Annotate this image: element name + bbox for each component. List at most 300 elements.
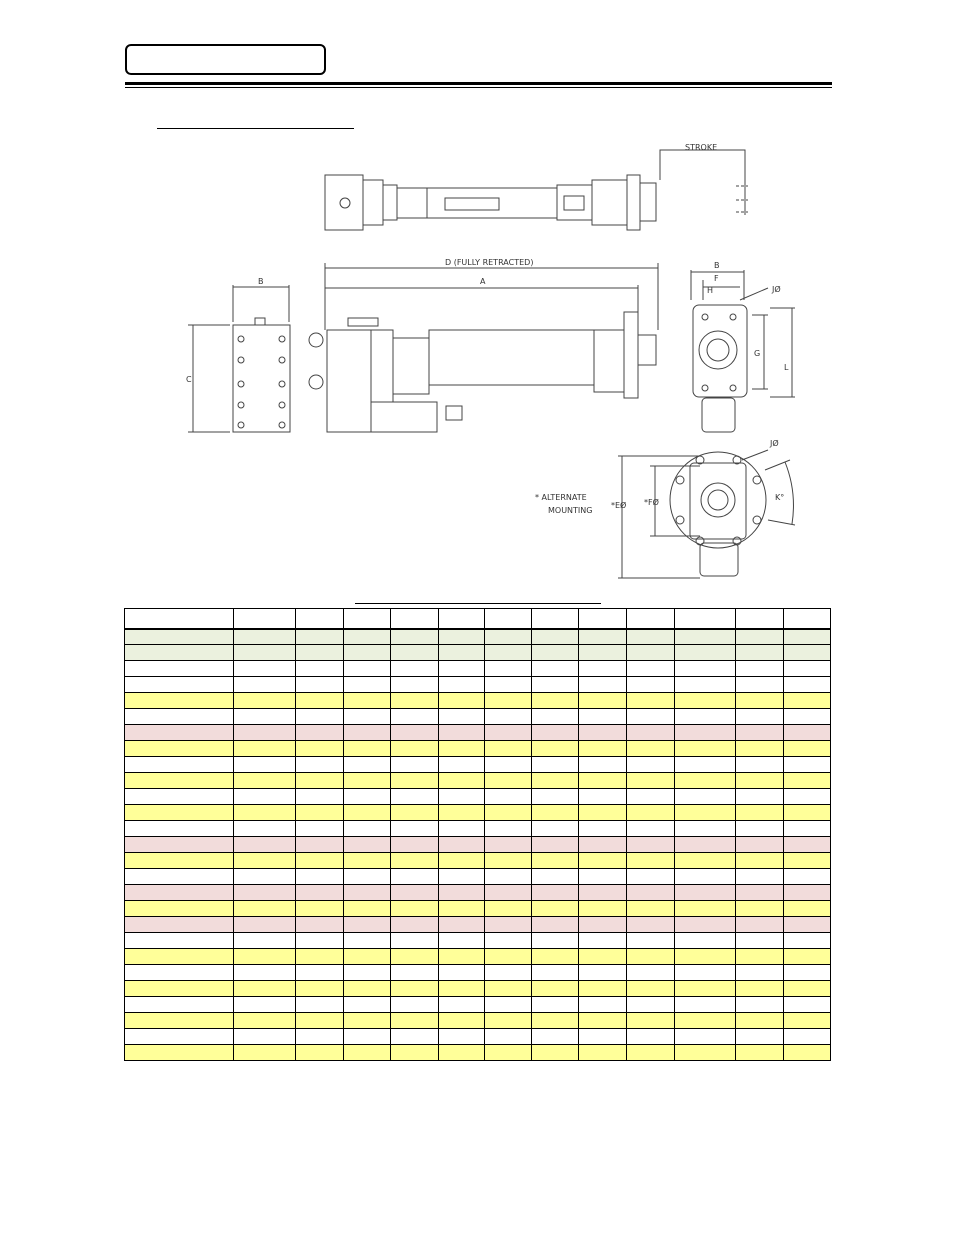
- table-cell: [344, 741, 391, 757]
- table-cell: [627, 837, 675, 853]
- table-cell: [439, 949, 485, 965]
- table-cell: [234, 933, 296, 949]
- table-cell: [784, 949, 831, 965]
- table-cell: [627, 677, 675, 693]
- table-cell: [627, 773, 675, 789]
- table-cell: [296, 789, 344, 805]
- table-cell: [532, 997, 579, 1013]
- table-cell: [627, 949, 675, 965]
- table-cell: [627, 725, 675, 741]
- table-cell: [532, 725, 579, 741]
- table-cell: [675, 1045, 736, 1061]
- label-g: G: [754, 349, 761, 358]
- table-cell: [391, 677, 439, 693]
- table-cell: [234, 837, 296, 853]
- table-cell: [234, 757, 296, 773]
- table-cell: [234, 997, 296, 1013]
- table-cell: [579, 981, 627, 997]
- table-cell: [125, 981, 234, 997]
- table-cell: [736, 869, 784, 885]
- table-cell: [391, 869, 439, 885]
- table-cell: [391, 853, 439, 869]
- table-cell: [391, 981, 439, 997]
- table-cell: [579, 869, 627, 885]
- table-cell: [579, 757, 627, 773]
- table-cell: [125, 837, 234, 853]
- table-cell: [485, 997, 532, 1013]
- table-row: [125, 789, 831, 805]
- table-cell: [579, 645, 627, 661]
- table-cell: [736, 789, 784, 805]
- table-cell: [234, 981, 296, 997]
- table-cell: [234, 709, 296, 725]
- table-cell: [532, 1029, 579, 1045]
- label-b-side: B: [258, 277, 264, 286]
- table-row: [125, 965, 831, 981]
- table-cell: [736, 885, 784, 901]
- table-cell: [391, 917, 439, 933]
- table-cell: [675, 885, 736, 901]
- table-cell: [344, 645, 391, 661]
- table-cell: [532, 661, 579, 677]
- table-cell: [532, 693, 579, 709]
- table-cell: [439, 677, 485, 693]
- table-cell: [439, 901, 485, 917]
- table-cell: [439, 709, 485, 725]
- table-cell: [234, 693, 296, 709]
- table-cell: [736, 949, 784, 965]
- table-row: [125, 629, 831, 645]
- table-cell: [125, 853, 234, 869]
- table-cell: [234, 1045, 296, 1061]
- table-row: [125, 725, 831, 741]
- table-cell: [439, 837, 485, 853]
- table-cell: [296, 741, 344, 757]
- table-cell: [736, 917, 784, 933]
- table-cell: [234, 901, 296, 917]
- table-cell: [784, 661, 831, 677]
- table-cell: [675, 917, 736, 933]
- table-cell: [485, 677, 532, 693]
- table-cell: [296, 981, 344, 997]
- table-row: [125, 757, 831, 773]
- table-cell: [391, 1029, 439, 1045]
- table-cell: [125, 869, 234, 885]
- table-cell: [125, 741, 234, 757]
- table-cell: [736, 805, 784, 821]
- table-cell: [675, 837, 736, 853]
- table-cell: [296, 965, 344, 981]
- table-cell: [736, 1029, 784, 1045]
- table-cell: [439, 789, 485, 805]
- table-cell: [627, 853, 675, 869]
- table-cell: [234, 965, 296, 981]
- table-cell: [736, 901, 784, 917]
- table-cell: [344, 981, 391, 997]
- table-cell: [234, 629, 296, 645]
- table-cell: [675, 1029, 736, 1045]
- table-cell: [485, 709, 532, 725]
- table-cell: [675, 725, 736, 741]
- table-cell: [391, 725, 439, 741]
- table-cell: [784, 677, 831, 693]
- table-cell: [296, 629, 344, 645]
- label-d-retracted: D (FULLY RETRACTED): [445, 258, 534, 267]
- table-cell: [234, 917, 296, 933]
- actuator-drawing: [0, 0, 954, 600]
- table-cell: [627, 693, 675, 709]
- table-cell: [296, 917, 344, 933]
- table-row: [125, 901, 831, 917]
- table-cell: [344, 997, 391, 1013]
- table-cell: [579, 1045, 627, 1061]
- table-cell: [579, 773, 627, 789]
- header-cell: [296, 609, 344, 629]
- table-cell: [296, 1029, 344, 1045]
- table-cell: [784, 885, 831, 901]
- table-cell: [391, 757, 439, 773]
- table-cell: [579, 805, 627, 821]
- table-cell: [532, 677, 579, 693]
- label-f-alt: *FØ: [644, 498, 659, 507]
- table-cell: [296, 645, 344, 661]
- table-cell: [439, 821, 485, 837]
- table-cell: [296, 757, 344, 773]
- label-e-alt: *EØ: [611, 501, 627, 510]
- table-cell: [439, 757, 485, 773]
- table-row: [125, 709, 831, 725]
- table-cell: [485, 1045, 532, 1061]
- table-cell: [125, 949, 234, 965]
- label-a: A: [480, 277, 486, 286]
- header-cell: [344, 609, 391, 629]
- table-cell: [784, 805, 831, 821]
- table-cell: [627, 805, 675, 821]
- table-cell: [344, 805, 391, 821]
- table-cell: [627, 997, 675, 1013]
- table-cell: [784, 917, 831, 933]
- table-cell: [736, 837, 784, 853]
- table-cell: [532, 629, 579, 645]
- table-cell: [579, 1029, 627, 1045]
- table-cell: [391, 1013, 439, 1029]
- table-row: [125, 869, 831, 885]
- table-cell: [627, 661, 675, 677]
- table-cell: [125, 773, 234, 789]
- table-cell: [784, 773, 831, 789]
- table-cell: [296, 693, 344, 709]
- label-j-alt: JØ: [770, 439, 779, 448]
- table-cell: [391, 821, 439, 837]
- table-title-underline: [355, 603, 601, 604]
- table-cell: [579, 629, 627, 645]
- table-cell: [344, 773, 391, 789]
- table-cell: [579, 677, 627, 693]
- table-cell: [439, 629, 485, 645]
- table-cell: [784, 853, 831, 869]
- table-cell: [234, 789, 296, 805]
- table-cell: [627, 981, 675, 997]
- table-cell: [675, 965, 736, 981]
- table-cell: [736, 773, 784, 789]
- label-stroke: STROKE: [685, 143, 718, 152]
- table-cell: [344, 917, 391, 933]
- table-cell: [344, 661, 391, 677]
- table-row: [125, 741, 831, 757]
- table-cell: [627, 645, 675, 661]
- table-cell: [391, 805, 439, 821]
- table-cell: [125, 645, 234, 661]
- table-cell: [391, 997, 439, 1013]
- header-cell: [125, 609, 234, 629]
- table-cell: [627, 789, 675, 805]
- table-cell: [344, 869, 391, 885]
- table-cell: [579, 725, 627, 741]
- table-cell: [391, 789, 439, 805]
- table-cell: [736, 661, 784, 677]
- header-cell: [627, 609, 675, 629]
- top-view: [325, 150, 748, 230]
- table-row: [125, 885, 831, 901]
- table-cell: [627, 917, 675, 933]
- table-row: [125, 1013, 831, 1029]
- table-cell: [485, 741, 532, 757]
- table-cell: [439, 645, 485, 661]
- table-cell: [344, 725, 391, 741]
- table-cell: [579, 885, 627, 901]
- table-cell: [784, 1029, 831, 1045]
- table-cell: [391, 645, 439, 661]
- table-cell: [439, 869, 485, 885]
- label-h: H: [707, 286, 714, 295]
- table-cell: [125, 965, 234, 981]
- table-cell: [439, 965, 485, 981]
- table-cell: [485, 869, 532, 885]
- table-cell: [736, 853, 784, 869]
- table-cell: [296, 1045, 344, 1061]
- table-cell: [125, 789, 234, 805]
- table-cell: [439, 661, 485, 677]
- table-cell: [784, 981, 831, 997]
- table-cell: [296, 949, 344, 965]
- table-cell: [439, 885, 485, 901]
- header-cell: [485, 609, 532, 629]
- table-cell: [234, 949, 296, 965]
- table-cell: [675, 949, 736, 965]
- table-cell: [736, 677, 784, 693]
- table-cell: [391, 629, 439, 645]
- table-cell: [675, 757, 736, 773]
- table-cell: [675, 741, 736, 757]
- table-cell: [125, 885, 234, 901]
- table-cell: [784, 901, 831, 917]
- table-cell: [234, 1013, 296, 1029]
- table-cell: [296, 837, 344, 853]
- table-cell: [784, 1045, 831, 1061]
- side-view: [309, 263, 658, 432]
- table-cell: [675, 773, 736, 789]
- table-cell: [234, 821, 296, 837]
- table-cell: [485, 901, 532, 917]
- table-cell: [532, 773, 579, 789]
- table-cell: [784, 709, 831, 725]
- table-cell: [296, 677, 344, 693]
- table-cell: [627, 757, 675, 773]
- table-cell: [627, 709, 675, 725]
- table-cell: [485, 885, 532, 901]
- table-cell: [125, 821, 234, 837]
- table-cell: [675, 693, 736, 709]
- table-cell: [234, 741, 296, 757]
- table-cell: [627, 821, 675, 837]
- table-cell: [736, 693, 784, 709]
- table-cell: [675, 645, 736, 661]
- table-cell: [675, 997, 736, 1013]
- table-cell: [784, 821, 831, 837]
- label-k-alt: K°: [775, 493, 785, 502]
- table-cell: [234, 805, 296, 821]
- table-cell: [675, 853, 736, 869]
- table-cell: [439, 741, 485, 757]
- table-cell: [784, 693, 831, 709]
- label-c: C: [186, 375, 192, 384]
- table-cell: [579, 661, 627, 677]
- table-cell: [234, 853, 296, 869]
- table-cell: [125, 933, 234, 949]
- table-cell: [439, 693, 485, 709]
- table-cell: [439, 853, 485, 869]
- table-cell: [736, 1045, 784, 1061]
- table-cell: [296, 709, 344, 725]
- table-cell: [675, 677, 736, 693]
- table-cell: [784, 837, 831, 853]
- table-cell: [784, 789, 831, 805]
- table-cell: [391, 773, 439, 789]
- table-cell: [579, 741, 627, 757]
- table-cell: [532, 805, 579, 821]
- table-cell: [391, 661, 439, 677]
- table-cell: [579, 709, 627, 725]
- table-row: [125, 677, 831, 693]
- table-cell: [125, 805, 234, 821]
- table-cell: [485, 773, 532, 789]
- table-cell: [344, 1013, 391, 1029]
- table-cell: [439, 981, 485, 997]
- table-row: [125, 1045, 831, 1061]
- table-cell: [579, 837, 627, 853]
- table-row: [125, 805, 831, 821]
- table-cell: [296, 805, 344, 821]
- label-j-end: JØ: [772, 285, 781, 294]
- table-cell: [296, 725, 344, 741]
- table-cell: [579, 901, 627, 917]
- table-cell: [391, 709, 439, 725]
- table-cell: [736, 965, 784, 981]
- table-cell: [784, 1013, 831, 1029]
- table-cell: [125, 757, 234, 773]
- table-cell: [627, 1029, 675, 1045]
- table-cell: [532, 949, 579, 965]
- table-cell: [391, 1045, 439, 1061]
- table-cell: [627, 1013, 675, 1029]
- table-cell: [296, 773, 344, 789]
- table-cell: [234, 1029, 296, 1045]
- label-f: F: [714, 274, 719, 283]
- table-cell: [784, 629, 831, 645]
- table-cell: [391, 901, 439, 917]
- header-cell: [579, 609, 627, 629]
- table-cell: [485, 661, 532, 677]
- header-cell: [391, 609, 439, 629]
- table-cell: [579, 1013, 627, 1029]
- table-cell: [627, 869, 675, 885]
- table-cell: [125, 725, 234, 741]
- table-cell: [439, 917, 485, 933]
- table-cell: [532, 901, 579, 917]
- table-cell: [344, 709, 391, 725]
- header-cell: [736, 609, 784, 629]
- table-cell: [627, 629, 675, 645]
- table-cell: [344, 965, 391, 981]
- table-cell: [736, 757, 784, 773]
- table-cell: [125, 997, 234, 1013]
- table-row: [125, 933, 831, 949]
- table-cell: [579, 917, 627, 933]
- table-row: [125, 773, 831, 789]
- table-cell: [627, 1045, 675, 1061]
- table-cell: [391, 837, 439, 853]
- table-cell: [675, 1013, 736, 1029]
- table-cell: [627, 933, 675, 949]
- table-cell: [675, 789, 736, 805]
- table-cell: [736, 629, 784, 645]
- table-cell: [784, 997, 831, 1013]
- table-header-row: [125, 609, 831, 629]
- table-cell: [344, 821, 391, 837]
- table-cell: [125, 1045, 234, 1061]
- header-cell: [532, 609, 579, 629]
- table-cell: [296, 821, 344, 837]
- table-cell: [234, 885, 296, 901]
- table-row: [125, 821, 831, 837]
- alternate-mounting-view: [618, 450, 795, 578]
- table-cell: [485, 693, 532, 709]
- label-alternate-line1: * ALTERNATE: [535, 493, 587, 502]
- table-cell: [784, 933, 831, 949]
- table-cell: [627, 741, 675, 757]
- table-cell: [532, 645, 579, 661]
- table-cell: [391, 933, 439, 949]
- table-cell: [532, 1013, 579, 1029]
- table-cell: [784, 869, 831, 885]
- table-cell: [736, 709, 784, 725]
- table-cell: [736, 741, 784, 757]
- table-cell: [125, 693, 234, 709]
- table-cell: [439, 773, 485, 789]
- table-cell: [736, 933, 784, 949]
- table-cell: [485, 837, 532, 853]
- table-cell: [234, 869, 296, 885]
- table-cell: [391, 693, 439, 709]
- label-l: L: [784, 363, 789, 372]
- table-cell: [234, 645, 296, 661]
- table-cell: [234, 677, 296, 693]
- table-cell: [485, 805, 532, 821]
- table-cell: [344, 629, 391, 645]
- table-cell: [439, 1013, 485, 1029]
- table-row: [125, 837, 831, 853]
- table-cell: [344, 949, 391, 965]
